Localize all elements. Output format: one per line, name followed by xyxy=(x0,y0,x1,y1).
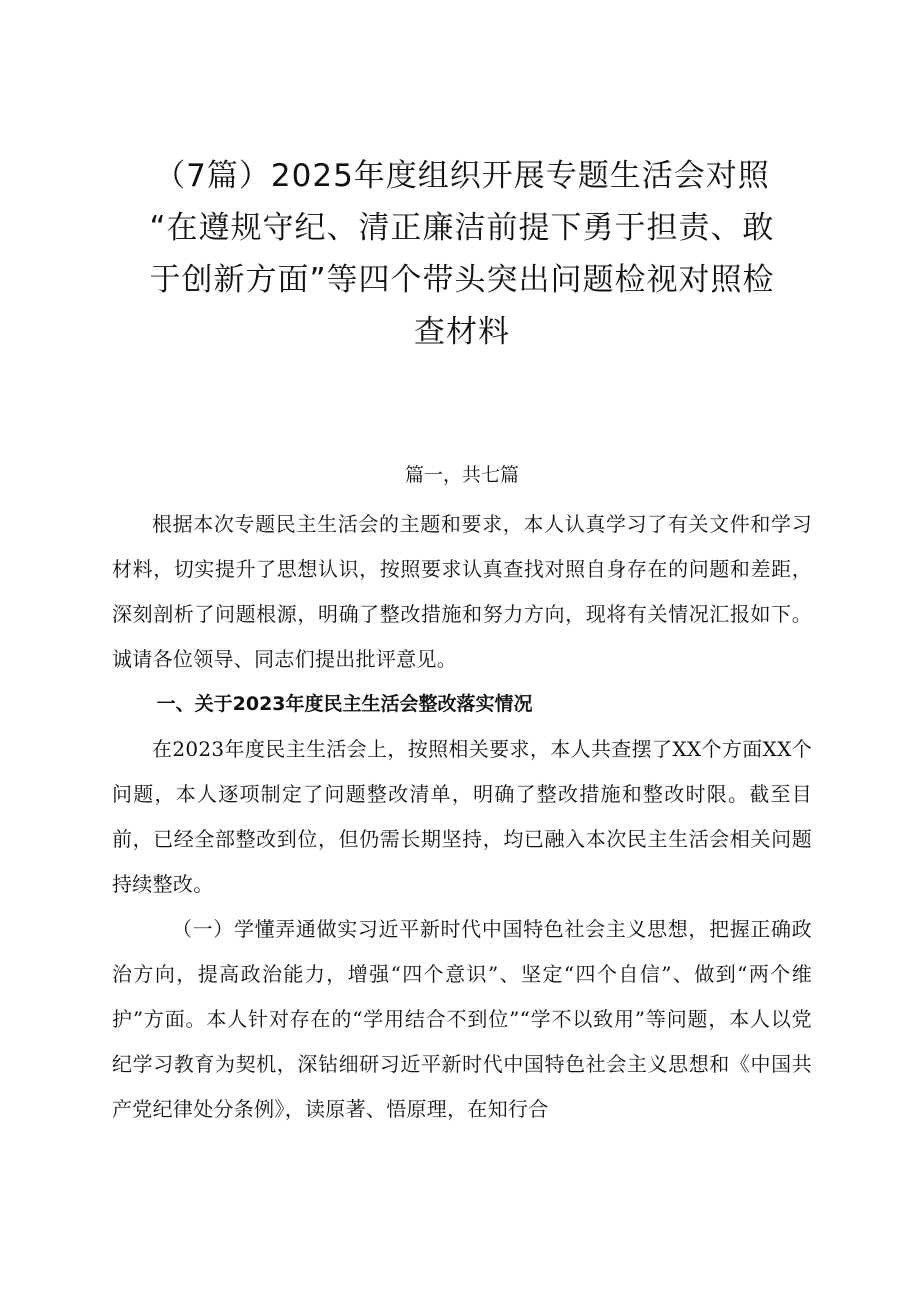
section-heading: 篇一，共七篇 xyxy=(404,464,519,486)
title-line-3: 于创新方面”等四个带头突出问题检视对照检 xyxy=(149,262,775,298)
intro-paragraph: 根据本次专题民主生活会的主题和要求，本人认真学习了有关文件和学习材料，切实提升了思想认识，按照要求认真查找对照自身存在的问题和差距，深刻剖析了问题根源，明确了整改措施和努力方向，现将有关情况汇报如下。诚请各位领导、同志们提出批评意见。 xyxy=(112,512,812,671)
title-line-4: 查材料 xyxy=(414,314,510,350)
rectification-paragraph: 在2023年度民主生活会上，按照相关要求，本人共查摆了XX个方面XX个问题，本人逐项制定了问题整改清单，明确了整改措施和整改时限。截至目前，已经全部整改到位，但仍需长期坚持，均已融入本次民主生活会相关问题持续整改。 xyxy=(112,737,812,896)
title-line-2: “在遵规守纪、清正廉洁前提下勇于担责、敢 xyxy=(149,210,775,246)
document-title xyxy=(112,150,812,358)
subheading-rectification-status: 一、关于2023年度民主生活会整改落实情况 xyxy=(156,693,533,715)
item-one-paragraph: （一）学懂弄通做实习近平新时代中国特色社会主义思想，把握正确政治方向，提高政治能力，增强“四个意识”、坚定“四个自信”、做到“两个维护”方面。本人针对存在的“学用结合不到位”“学不以致用”等问题，本人以党纪学习教育为契机，深钻细研习近平新时代中国特色社会主义思想和《中国共产党纪律处分条例》，读原著、悟原理，在知行合 xyxy=(112,917,812,1121)
title-line-1: （7篇）2025年度组织开展专题生活会对照 xyxy=(154,158,770,194)
